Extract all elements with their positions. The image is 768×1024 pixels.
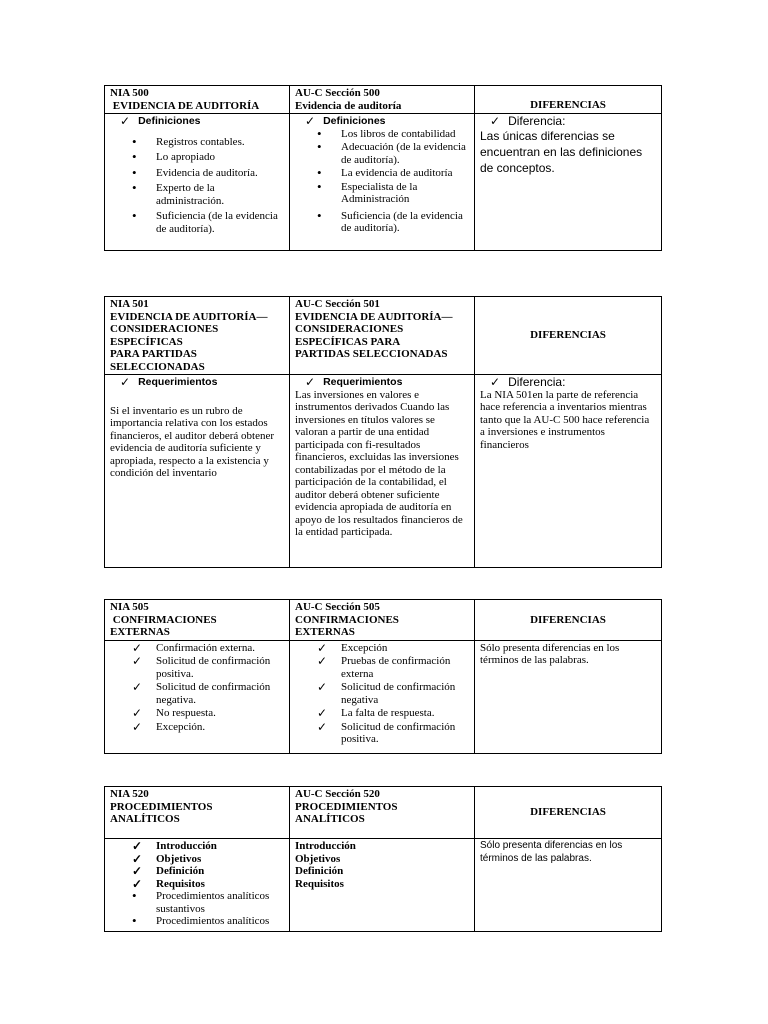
t2-text-auc: Las inversiones en valores e instrumentos derivados Cuando las inversiones en títulos valores se valoran a partir de una entidad participada con fi-resultados financieros, excluidas las inversiones contabilizadas por el método de la participación de la contabilidad, el auditor deberá obtener suficiente evidencia apropiada de auditoría en apoyo de los resultados financieros de la entidad participada. — [295, 388, 463, 538]
t2-text-diff: La NIA 501en la parte de referencia hace referencia a inventarios mientras tanto que la AU-C 500 hace referencia a inversiones e instrumentos financieros — [480, 388, 650, 451]
t4-header-auc-line-1: AU-C Sección 520 — [295, 788, 380, 800]
t2-header-nia-line-1: NIA 501 — [110, 298, 149, 310]
t4-cell-auc — [290, 839, 475, 932]
list-item: Objetivos — [295, 852, 341, 865]
check-icon: ✓ — [120, 114, 131, 128]
t4-header-nia-line-1: NIA 520 — [110, 788, 149, 800]
list-item: Introducción — [295, 840, 356, 852]
t2-sub-2-label: Requerimientos — [323, 376, 403, 388]
t1-header-nia-line-2: EVIDENCIA DE AUDITORÍA — [110, 99, 260, 112]
t1-header-nia-line-1: NIA 500 — [110, 87, 149, 99]
t3-cell-diff — [475, 640, 662, 754]
t1-list-nia — [110, 136, 284, 236]
list-item: ✓ Solicitud de confirmación negativa — [317, 681, 469, 706]
list-item: ✓ Solicitud de confirmación positiva. — [132, 655, 284, 680]
list-item: ✓ Pruebas de confirmación externa — [317, 655, 469, 680]
list-item: ✓ Introducción — [132, 840, 284, 853]
t2-header-auc-line-3: CONSIDERACIONES — [295, 323, 404, 335]
list-item: ✓ Solicitud de confirmación negativa. — [132, 681, 284, 706]
list-item: ✓ Excepción. — [132, 721, 284, 734]
t2-sub-1-label: Requerimientos — [138, 376, 218, 388]
t2-header-nia-line-5: PARA PARTIDAS — [110, 348, 197, 360]
t1-header-nia — [105, 86, 290, 114]
t1-header-auc-line-1: AU-C Sección 500 — [295, 87, 380, 99]
t2-header-nia-line-4: ESPECÍFICAS — [110, 335, 183, 348]
list-item: ✓ No respuesta. — [132, 707, 284, 720]
table-nia-500 — [104, 85, 662, 251]
t3-list-nia — [110, 642, 284, 734]
t4-header-nia-line-2: PROCEDIMIENTOS — [110, 800, 213, 813]
t1-diff-text: Las únicas diferencias se encuentran en las definiciones de conceptos. — [480, 128, 643, 175]
list-item: • Suficiencia (de la evidencia de auditoría). — [317, 210, 469, 235]
t2-header-nia-line-3: CONSIDERACIONES — [110, 323, 219, 335]
t2-cell-nia — [105, 375, 290, 568]
t2-sub-1 — [110, 376, 284, 389]
check-icon: ✓ — [490, 114, 501, 128]
t3-text-diff: Sólo presenta diferencias en los términos de las palabras. — [480, 641, 620, 666]
list-item: ✓ La falta de respuesta. — [317, 707, 469, 720]
t3-header-auc-line-3: EXTERNAS — [295, 626, 355, 638]
t2-sub-3-label: Diferencia: — [508, 375, 566, 389]
t1-header-auc-line-2: Evidencia de auditoría — [295, 99, 402, 112]
t4-text-diff: Sólo presenta diferencias en los términos de las palabras. — [480, 840, 623, 864]
t3-header-nia-line-2: CONFIRMACIONES — [110, 613, 217, 626]
t4-header-auc-line-3: ANALÍTICOS — [295, 813, 365, 825]
check-icon: ✓ — [305, 375, 316, 389]
list-item: • La evidencia de auditoría — [317, 167, 469, 180]
t1-cell-nia — [105, 114, 290, 251]
t2-header-diferencias: DIFERENCIAS — [475, 297, 662, 375]
list-item: ✓ Requisitos — [132, 878, 284, 891]
list-item: • Experto de la administración. — [132, 182, 284, 207]
list-item: ✓ Solicitud de confirmación positiva. — [317, 721, 469, 746]
t1-header-diferencias: DIFERENCIAS — [475, 86, 662, 114]
list-item: • Registros contables. — [132, 136, 284, 149]
t3-header-nia-line-3: EXTERNAS — [110, 626, 170, 638]
t3-header-auc — [290, 600, 475, 641]
t4-list-nia — [110, 840, 284, 928]
t3-header-nia — [105, 600, 290, 641]
list-item: • Evidencia de auditoría. — [132, 167, 284, 180]
list-item: • Procedimientos analíticos sustantivos — [132, 890, 284, 915]
t1-sub-1 — [110, 115, 284, 128]
t4-cell-diff — [475, 839, 662, 932]
list-item: Definición — [295, 865, 344, 877]
t4-header-auc-line-2: PROCEDIMIENTOS — [295, 800, 398, 813]
list-item: • Adecuación (de la evidencia de auditoría). — [317, 141, 469, 166]
t2-header-nia-line-2: EVIDENCIA DE AUDITORÍA— — [110, 310, 268, 323]
list-item: • Procedimientos analíticos — [132, 915, 284, 928]
list-item: ✓ Objetivos — [132, 853, 284, 866]
t2-header-nia — [105, 297, 290, 375]
t4-header-auc — [290, 787, 475, 839]
t3-cell-auc — [290, 640, 475, 754]
t3-header-auc-line-2: CONFIRMACIONES — [295, 613, 399, 626]
t2-sub-3 — [480, 376, 656, 389]
list-item: ✓ Excepción — [317, 642, 469, 655]
t1-cell-auc — [290, 114, 475, 251]
t1-header-auc — [290, 86, 475, 114]
t2-text-nia: Si el inventario es un rubro de importancia relativa con los estados financieros, el auditor deberá obtener evidencia de auditoría suficiente y apropiada, respecto a la existencia y condición del inventario — [110, 404, 275, 479]
table-nia-501 — [104, 296, 662, 568]
t1-sub-1-label: Definiciones — [138, 115, 201, 127]
t2-header-auc-line-4: ESPECÍFICAS PARA — [295, 335, 401, 348]
t2-header-auc — [290, 297, 475, 375]
t3-header-auc-line-1: AU-C Sección 505 — [295, 601, 380, 613]
list-item: • Especialista de la Administración — [317, 181, 469, 206]
t4-header-nia-line-3: ANALÍTICOS — [110, 813, 180, 825]
list-item: Requisitos — [295, 877, 344, 890]
t3-list-auc — [295, 642, 469, 746]
list-item: • Lo apropiado — [132, 151, 284, 164]
t3-cell-nia — [105, 640, 290, 754]
t4-header-diferencias: DIFERENCIAS — [475, 787, 662, 839]
list-item: ✓ Confirmación externa. — [132, 642, 284, 655]
t4-header-nia — [105, 787, 290, 839]
list-item: • Suficiencia (de la evidencia de auditoría). — [132, 210, 284, 235]
check-icon: ✓ — [305, 114, 316, 128]
t3-header-diferencias: DIFERENCIAS — [475, 600, 662, 641]
t2-header-auc-line-1: AU-C Sección 501 — [295, 298, 380, 310]
t2-header-auc-line-5: PARTIDAS SELECCIONADAS — [295, 348, 448, 360]
t1-sub-3-label: Diferencia: — [508, 114, 566, 128]
t2-header-nia-line-6: SELECCIONADAS — [110, 360, 205, 373]
t2-cell-auc — [290, 375, 475, 568]
t1-cell-diff — [475, 114, 662, 251]
t2-cell-diff — [475, 375, 662, 568]
table-nia-505 — [104, 599, 662, 754]
t1-sub-3 — [480, 115, 656, 128]
list-item: ✓ Definición — [132, 865, 284, 878]
t1-sub-2-label: Definiciones — [323, 115, 386, 127]
t4-cell-nia — [105, 839, 290, 932]
t1-list-auc — [295, 128, 469, 235]
t2-header-auc-line-2: EVIDENCIA DE AUDITORÍA— — [295, 310, 453, 323]
t2-sub-2 — [295, 376, 469, 389]
table-nia-520 — [104, 786, 662, 932]
list-item: • Los libros de contabilidad — [317, 128, 469, 141]
check-icon: ✓ — [120, 375, 131, 389]
check-icon: ✓ — [490, 375, 501, 389]
t3-header-nia-line-1: NIA 505 — [110, 601, 149, 613]
